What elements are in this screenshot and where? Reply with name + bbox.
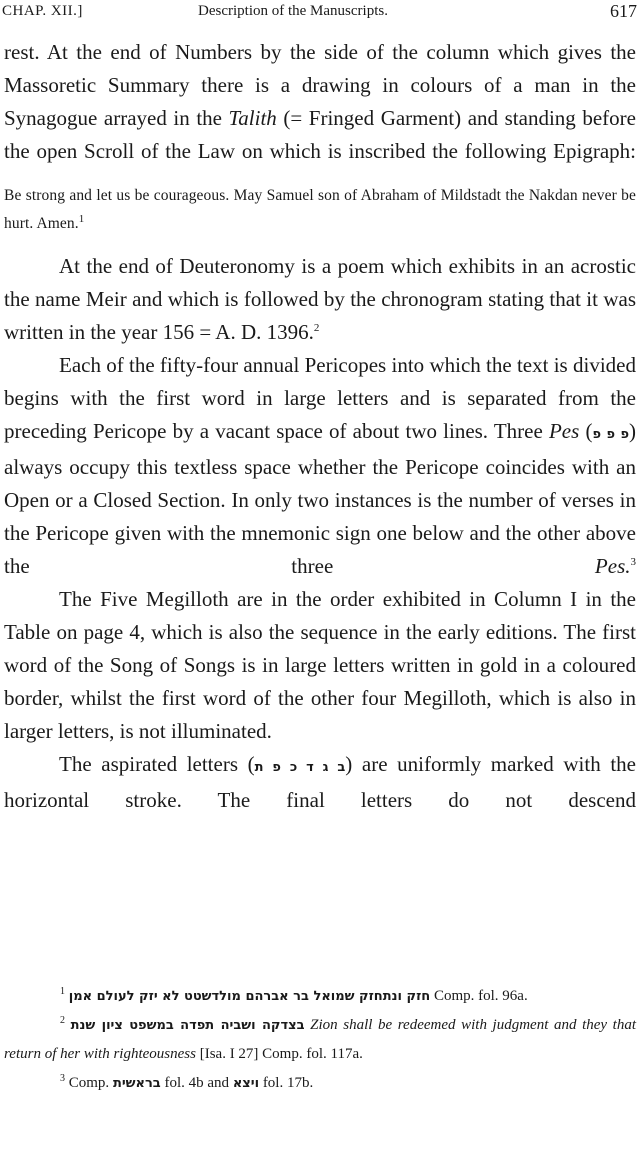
footnote-1-text: Comp. fol. 96a. — [430, 988, 528, 1004]
main-text — [4, 36, 636, 817]
footnote-ref-3: 3 — [630, 556, 636, 568]
paragraph-2-text: At the end of Deuteronomy is a poem which exhibits in an acrostic the name Meir and which is followed by the chronogram stating that it was written in the year 156 = A. D. 1396. — [4, 254, 636, 344]
footnote-2-translation: Zion shall be redeemed with judgment and they that return of her with righteousness — [4, 1017, 636, 1062]
footnote-2-hebrew: בצדקה ושביה תפדה במשפט ציון שנת — [70, 1018, 305, 1033]
paragraph-3: Each of the fifty-four annual Pericopes into which the text is divided begins with the first word in large letters and is separated from the preceding Pericope by a vacant space of about two lines. Three Pes (פ פ פ) always occupy this textless space whether the Pericope coincides with an Open or a Closed Section. In only two instances is the number of verses in the Pericope given with the mnemonic sign one below and the other above the three Pes.$^3$ — [4, 353, 637, 578]
pes-term: Pes — [548, 419, 580, 443]
running-header — [0, 0, 641, 26]
paragraph-1-text-a: rest. At the end of Numbers by the side of the column which gives the Massoretic Summary there is a drawing in colours of a man in the Synagogue arrayed in the — [4, 40, 636, 130]
chapter-label: CHAP. XII.] — [2, 3, 83, 19]
footnote-1 — [4, 982, 636, 1011]
footnote-2-text: [Isa. I 27] Comp. fol. 117a. — [195, 1046, 363, 1062]
footnote-3-text-c: fol. 17b. — [259, 1075, 314, 1091]
paragraph-5 — [4, 748, 636, 817]
paragraph-1-text-b: (= Fringed Garment) and standing before the open Scroll of the Law on which is inscribed the following Epigraph: — [4, 106, 636, 163]
pes-term-2: Pes. — [594, 554, 631, 578]
paragraph-4 — [4, 583, 636, 748]
hebrew-pes-letters: פ פ פ — [592, 427, 630, 442]
footnote-3-text-a: Comp. — [65, 1075, 113, 1091]
footnote-ref-1: 1 — [78, 212, 85, 225]
footnote-1-hebrew: חזק ונתחזק שמואל בר אברהם מולדשטט לא יזק לעולם אמן — [68, 989, 431, 1004]
talith-term: Talith — [228, 106, 277, 130]
footnote-2-mark: 2 — [60, 1015, 65, 1026]
footnote-2 — [4, 1011, 636, 1069]
paragraph-1 — [4, 36, 636, 168]
footnote-3-mark: 3 — [60, 1073, 65, 1084]
running-title: Description of the Manuscripts. — [198, 3, 388, 19]
footnote-3-hebrew-1: בראשית — [112, 1076, 161, 1091]
paragraph-2 — [4, 250, 636, 349]
footnote-3 — [4, 1069, 636, 1098]
paragraph-5-text-a: The aspirated letters ( — [59, 752, 255, 776]
footnote-1-mark: 1 — [60, 986, 65, 997]
footnote-3-hebrew-2: ויצא — [232, 1076, 260, 1091]
paragraph-5-text-b: ) are uniformly marked with the horizontal stroke. The final letters do not descend — [4, 752, 636, 812]
footnote-ref-2: 2 — [313, 322, 320, 334]
paragraph-4-text: The Five Megilloth are in the order exhibited in Column I in the Table on page 4, which is also the sequence in the early editions. The first word of the Song of Songs is in large letters written in gold in a coloured border, whilst the first word of the other four Megilloth, which is also in larger letters, is not illuminated. — [4, 587, 636, 743]
footnotes — [4, 982, 636, 1098]
paragraph-3-text-a: Each of the fifty-four annual Pericopes into which the text is divided begins with the first word in large letters and is separated from the preceding Pericope by a vacant space of about two lines. Three — [4, 353, 636, 443]
epigraph-quote — [4, 182, 636, 238]
epigraph-text: Be strong and let us be courageous. May Samuel son of Abraham of Mildstadt the Nakdan never be hurt. Amen. — [4, 187, 636, 232]
footnote-3-text-b: fol. 4b and — [160, 1075, 233, 1091]
page-number: 617 — [610, 1, 637, 21]
paragraph-3-text-b: always occupy this textless space whether the Pericope coincides with an Open or a Closed Section. In only two instances is the number of verses in the Pericope given with the mnemonic sign one below and the other above the three — [4, 455, 636, 578]
hebrew-aspirated-letters: ב ג ד כ פ ת — [254, 760, 346, 775]
